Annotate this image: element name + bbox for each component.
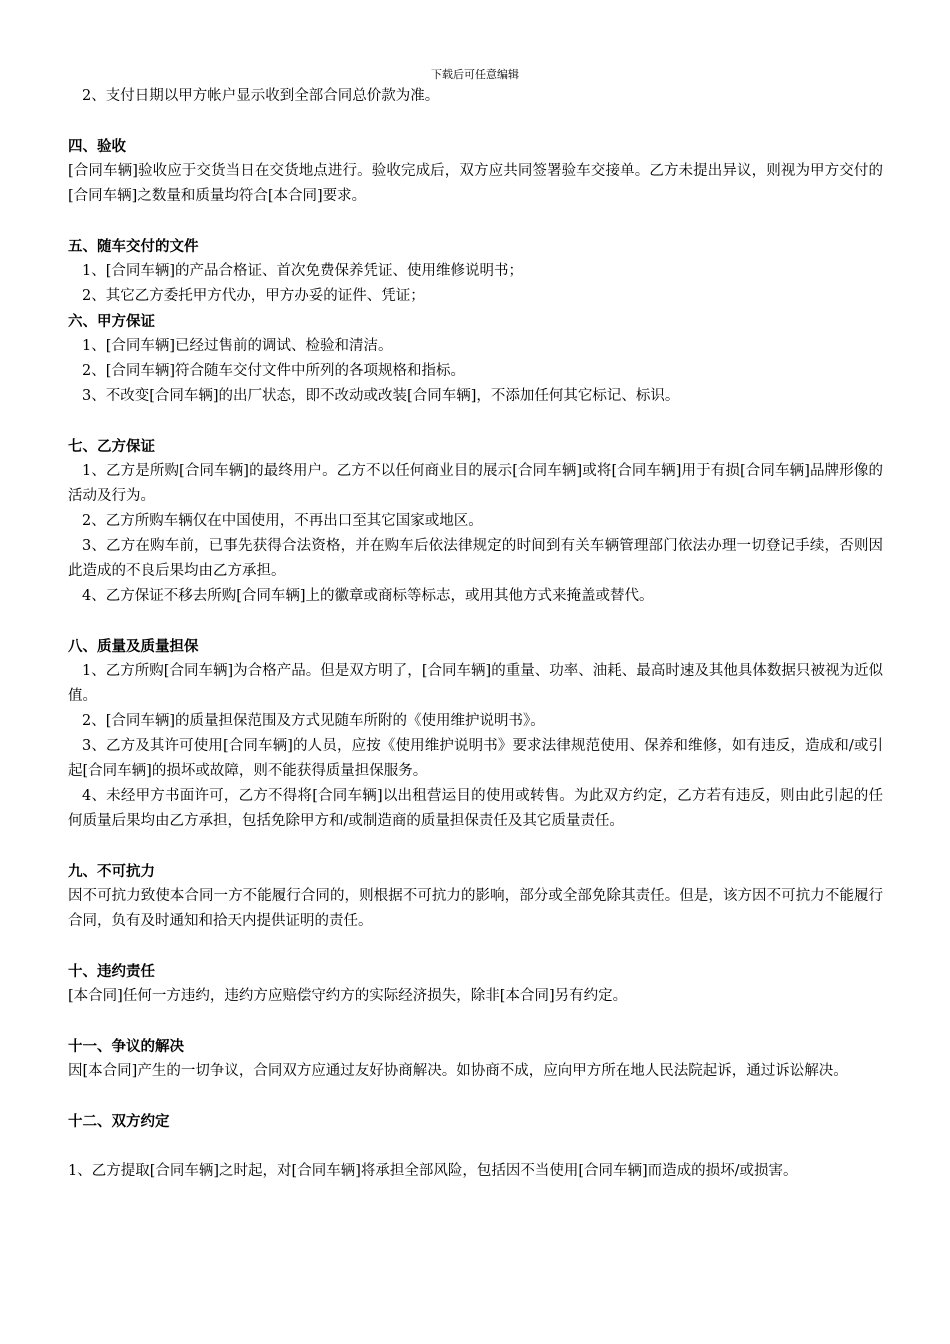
paragraph: 4、未经甲方书面许可，乙方不得将[合同车辆]以出租营运目的使用或转售。为此双方约定，乙方若有违反，则由此引起的任何质量后果均由乙方承担，包括免除甲方和/或制造商的质量担保责任及其它质量责任。 [68, 788, 883, 829]
paragraph: 因[本合同]产生的一切争议，合同双方应通过友好协商解决。如协商不成，应向甲方所在地人民法院起诉，通过诉讼解决。 [68, 1063, 848, 1079]
paragraph: 因不可抗力致使本合同一方不能履行合同的，则根据不可抗力的影响，部分或全部免除其责任。但是，该方因不可抗力不能履行合同，负有及时通知和拾天内提供证明的责任。 [68, 888, 883, 929]
document-body [68, 84, 883, 1184]
section-heading: 十二、双方约定 [68, 1113, 170, 1130]
paragraph: 2、其它乙方委托甲方代办，甲方办妥的证件、凭证； [82, 288, 425, 304]
paragraph: 1、乙方所购[合同车辆]为合格产品。但是双方明了，[合同车辆]的重量、功率、油耗、最高时速及其他具体数据只被视为近似值。 [68, 663, 883, 704]
spacer [68, 109, 883, 134]
section-heading: 八、质量及质量担保 [68, 638, 199, 655]
spacer [68, 934, 883, 959]
paragraph: 4、乙方保证不移去所购[合同车辆]上的徽章或商标等标志，或用其他方式来掩盖或替代。 [82, 588, 654, 604]
spacer [68, 609, 883, 634]
section-heading: 十、违约责任 [68, 963, 155, 980]
section-heading: 十一、争议的解决 [68, 1038, 184, 1055]
section-heading: 五、随车交付的文件 [68, 238, 199, 255]
spacer [68, 209, 883, 234]
spacer [68, 834, 883, 859]
header-note: 下载后可任意编辑 [431, 68, 519, 81]
spacer [68, 1084, 883, 1109]
paragraph: [本合同]任何一方违约，违约方应赔偿守约方的实际经济损失，除非[本合同]另有约定。 [68, 988, 628, 1004]
paragraph: 3、不改变[合同车辆]的出厂状态，即不改动或改装[合同车辆]，不添加任何其它标记、标识。 [82, 388, 680, 404]
spacer [68, 1009, 883, 1034]
spacer [68, 409, 883, 434]
section-heading: 九、不可抗力 [68, 863, 155, 880]
paragraph: 1、[合同车辆]的产品合格证、首次免费保养凭证、使用维修说明书； [82, 263, 524, 279]
spacer [68, 1134, 883, 1159]
section-heading: 六、甲方保证 [68, 313, 155, 330]
section-heading: 七、乙方保证 [68, 438, 155, 455]
paragraph: 3、乙方在购车前，已事先获得合法资格，并在购车后依法律规定的时间到有关车辆管理部门依法办理一切登记手续，否则因此造成的不良后果均由乙方承担。 [68, 538, 883, 579]
paragraph: 1、乙方提取[合同车辆]之时起，对[合同车辆]将承担全部风险，包括因不当使用[合同车辆]而造成的损坏/或损害。 [68, 1163, 798, 1179]
paragraph: 2、[合同车辆]的质量担保范围及方式见随车所附的《使用维护说明书》。 [82, 713, 545, 729]
paragraph: 2、[合同车辆]符合随车交付文件中所列的各项规格和指标。 [82, 363, 466, 379]
section-heading: 四、验收 [68, 138, 126, 155]
paragraph: [合同车辆]验收应于交货当日在交货地点进行。验收完成后，双方应共同签署验车交接单。乙方未提出异议，则视为甲方交付的[合同车辆]之数量和质量均符合[本合同]要求。 [68, 163, 883, 204]
paragraph: 3、乙方及其许可使用[合同车辆]的人员，应按《使用维护说明书》要求法律规范使用、保养和维修，如有违反，造成和/或引起[合同车辆]的损坏或故障，则不能获得质量担保服务。 [68, 738, 883, 779]
paragraph: 1、乙方是所购[合同车辆]的最终用户。乙方不以任何商业目的展示[合同车辆]或将[合同车辆]用于有损[合同车辆]品牌形像的活动及行为。 [68, 463, 883, 504]
paragraph: 2、支付日期以甲方帐户显示收到全部合同总价款为准。 [82, 88, 440, 104]
paragraph: 2、乙方所购车辆仅在中国使用，不再出口至其它国家或地区。 [82, 513, 483, 529]
paragraph: 1、[合同车辆]已经过售前的调试、检验和清洁。 [82, 338, 393, 354]
